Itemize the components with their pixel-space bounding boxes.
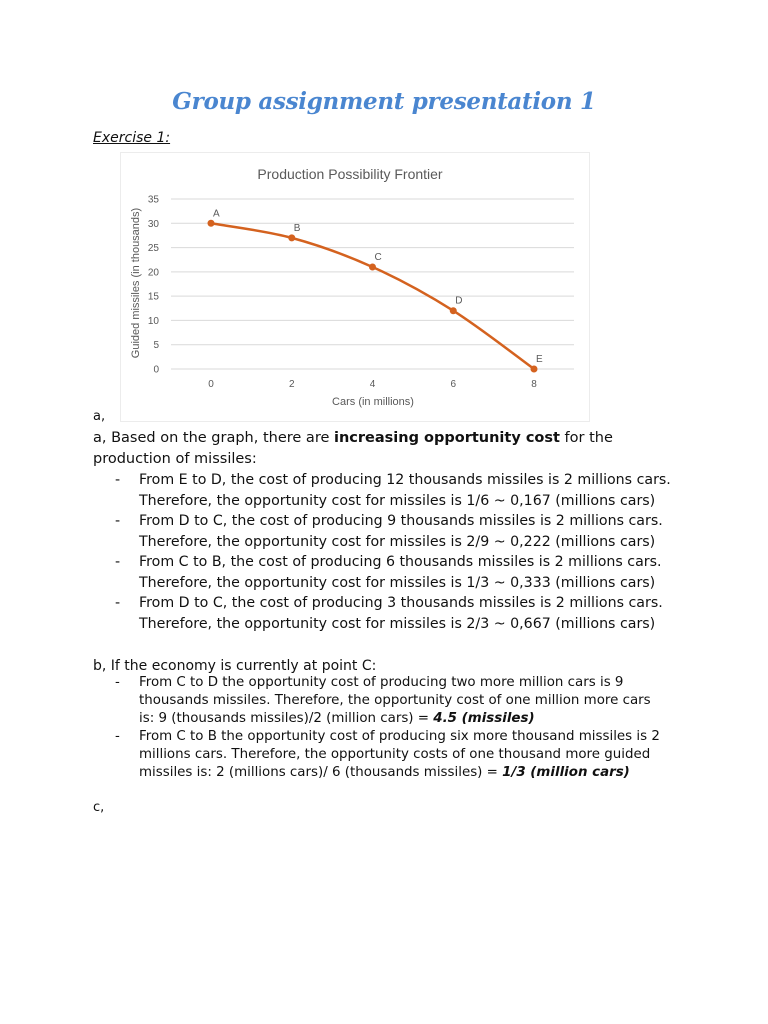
list-item-text: From C to D the opportunity cost of producing two more million cars is 9 thousands missiles. Therefore, the opportunity cost of one million more cars is: 9 (thousands missiles)/2 (million cars) = [139, 675, 651, 726]
y-tick-label: 35 [147, 194, 159, 206]
result-value: 4.5 (missiles) [433, 711, 535, 726]
data-point [450, 307, 457, 314]
list-item [93, 470, 683, 511]
list-item-text: From C to B the opportunity cost of producing six more thousand missiles is 2 millions cars. Therefore, the opportunity costs of one thousand more guided missiles is: 2 (millions cars)/ 6 (thousands missiles) = [139, 729, 660, 780]
part-a-intro [93, 428, 653, 470]
x-axis-ticks [208, 379, 537, 390]
data-point-label: C [374, 252, 382, 263]
x-tick-label: 4 [369, 379, 376, 390]
list-dash: - [115, 729, 120, 744]
chart-title: Production Possibility Frontier [257, 166, 443, 182]
x-tick-label: 2 [288, 379, 295, 390]
y-tick-label: 15 [147, 291, 159, 303]
x-tick-label: 6 [450, 379, 457, 390]
part-a-intro-start: a, Based on the graph, there are [93, 430, 334, 446]
list-dash: - [115, 513, 121, 529]
y-tick-label: 10 [147, 315, 159, 327]
list-item [93, 674, 663, 728]
x-axis-label: Cars (in millions) [332, 396, 414, 408]
exercise-label: Exercise 1: [93, 130, 171, 146]
ppf-chart-svg [121, 153, 589, 421]
data-point [531, 366, 538, 373]
y-tick-label: 25 [147, 243, 159, 255]
list-dash: - [115, 554, 121, 570]
data-point-label: D [455, 295, 463, 307]
list-item [93, 552, 683, 593]
ppf-chart [120, 152, 590, 422]
x-tick-label: 8 [531, 379, 537, 390]
x-tick-label: 0 [208, 379, 214, 390]
result-value: 1/3 (million cars) [502, 765, 630, 780]
y-axis-ticks [148, 195, 160, 376]
part-a-intro-bold: increasing opportunity cost [334, 430, 560, 446]
part-b-intro: b, If the economy is currently at point C: [93, 658, 377, 674]
part-b-list [93, 674, 663, 782]
data-point [208, 220, 215, 227]
data-point [288, 234, 295, 241]
y-tick-label: 0 [153, 364, 159, 376]
list-item-text: From E to D, the cost of producing 12 thousands missiles is 2 millions cars. Therefore, the opportunity cost for missiles is 1/6 ~ 0,167 (millions cars) [139, 472, 671, 509]
y-axis-label: Guided missiles (in thousands) [130, 207, 142, 359]
list-item [93, 593, 683, 634]
part-a-list [93, 470, 683, 634]
y-tick-label: 5 [153, 340, 159, 352]
list-item-text: From C to B, the cost of producing 6 thousands missiles is 2 millions cars. Therefore, the opportunity cost for missiles is 1/3 ~ 0,333 (millions cars) [139, 554, 662, 591]
list-item [93, 728, 663, 782]
y-tick-label: 20 [147, 267, 159, 279]
data-point-label: B [293, 222, 301, 234]
part-c-marker: c, [93, 800, 105, 815]
y-tick-label: 30 [147, 218, 159, 230]
list-dash: - [115, 472, 121, 488]
list-item-text: From D to C, the cost of producing 3 thousands missiles is 2 millions cars. Therefore, the opportunity cost for missiles is 2/3 ~ 0,667 (millions cars) [139, 595, 663, 632]
part-a-marker: a, [93, 409, 106, 424]
list-dash: - [115, 675, 120, 690]
list-dash: - [115, 595, 121, 611]
data-point-label: A [213, 208, 220, 220]
list-item [93, 511, 683, 552]
chart-gridlines [171, 199, 574, 369]
data-point [369, 264, 376, 271]
list-item-text: From D to C, the cost of producing 9 thousands missiles is 2 millions cars. Therefore, the opportunity cost for missiles is 2/9 ~ 0,222 (millions cars) [139, 513, 663, 550]
ppf-data-points [208, 208, 544, 372]
part-a-intro-end: for the production of missiles: [93, 430, 613, 467]
data-point-label: E [536, 354, 543, 365]
page-title: Group assignment presentation 1 [172, 88, 596, 115]
